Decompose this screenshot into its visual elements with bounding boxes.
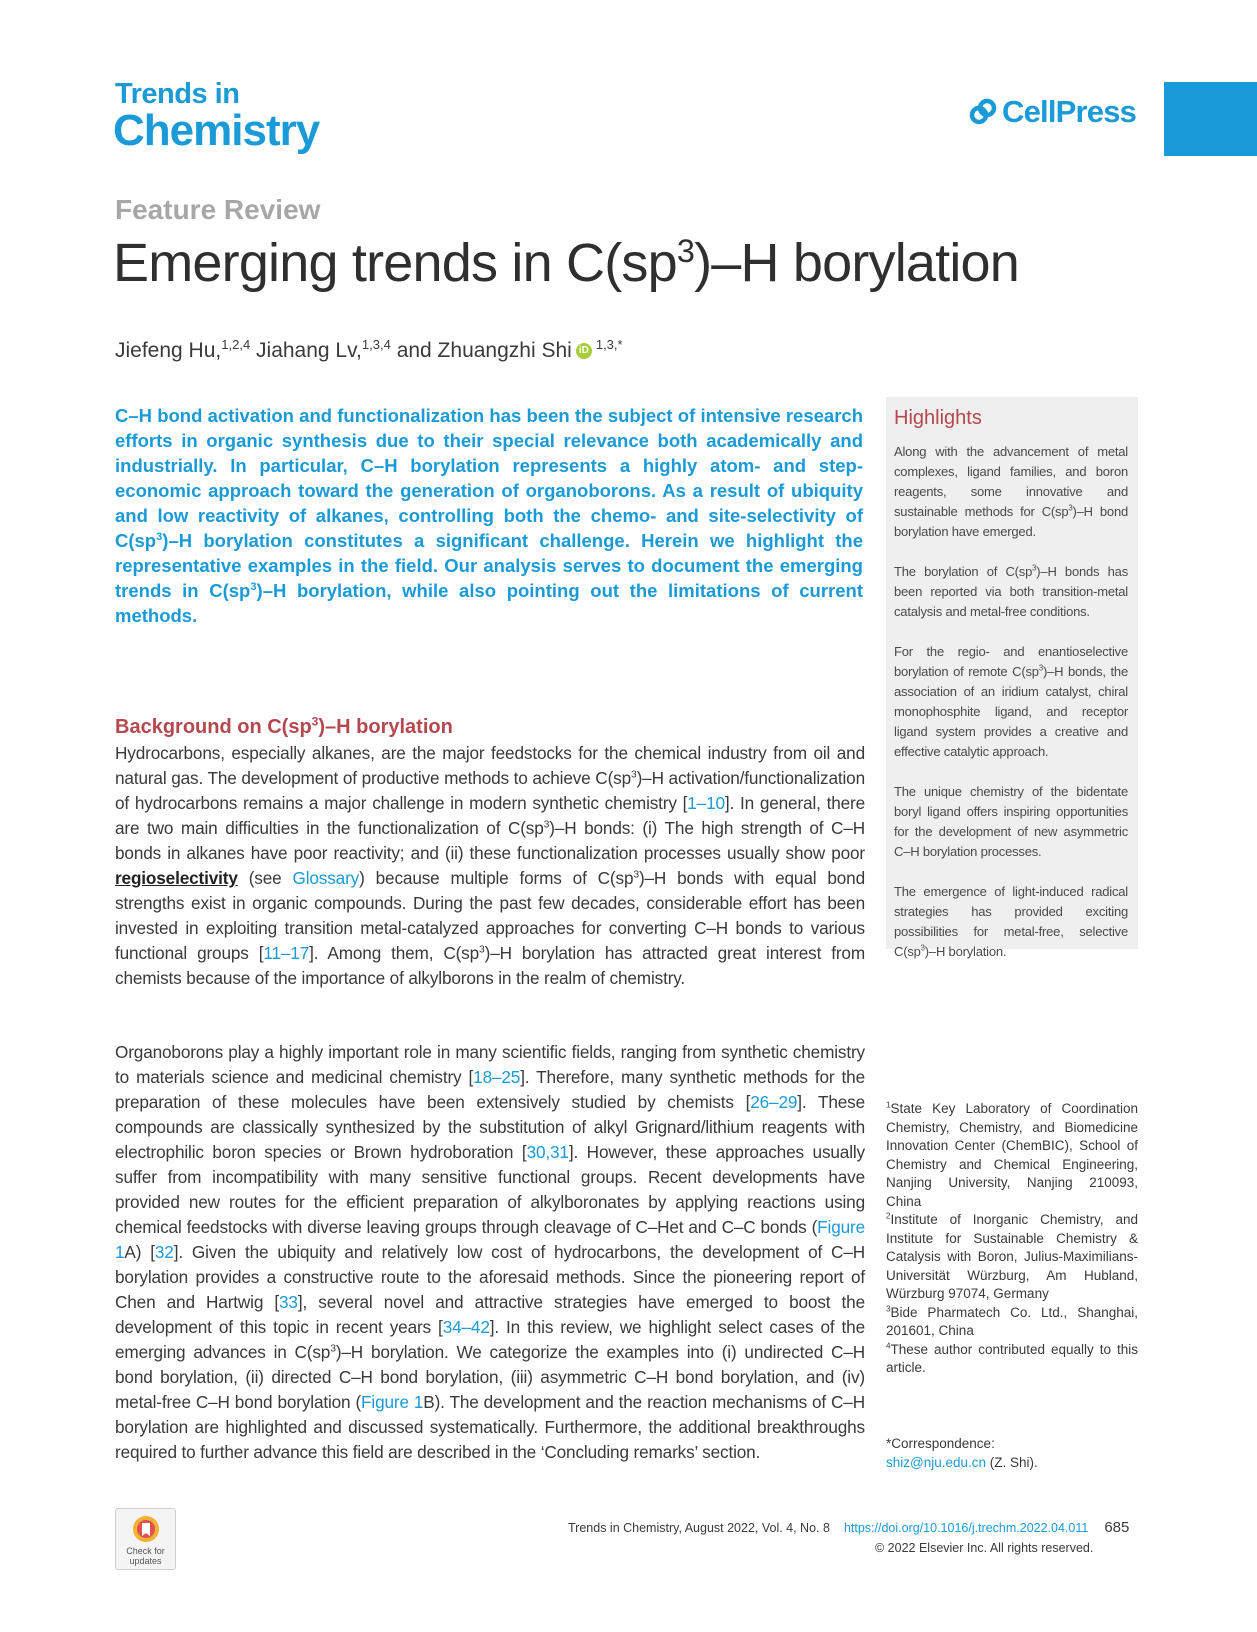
footer-citation — [568, 1519, 1129, 1536]
article-title: Emerging trends in $C(sp^3)-H$ borylation — [113, 233, 1020, 293]
correspondence-label: *Correspondence: — [886, 1436, 995, 1451]
reference-link[interactable]: 34–42 — [442, 1317, 490, 1337]
journal-name-line1: Trends in — [115, 78, 240, 110]
reference-link[interactable]: 33 — [279, 1292, 298, 1312]
affiliation-item: $^3$Bide Pharmatech Co. Ltd., Shanghai, 201601, China — [886, 1304, 1138, 1338]
figure-link[interactable]: Figure 1 — [361, 1392, 424, 1412]
correspondence-name: (Z. Shi). — [986, 1455, 1038, 1470]
check-for-updates-icon — [131, 1514, 161, 1544]
affiliation-item: $^1$State Key Laboratory of Coordination Chemistry, Chemistry, and Biomedicine Innovation Center (ChemBIC), School of Chemistry and Chemical Engineering, Nanjing University, Nanjing 210093, China — [886, 1100, 1138, 1209]
header-color-tab — [1164, 82, 1257, 156]
publisher-logo[interactable] — [968, 94, 1136, 130]
reference-link[interactable]: 26–29 — [750, 1092, 798, 1112]
reference-link[interactable]: 32 — [154, 1242, 174, 1262]
article-type: Feature Review — [115, 194, 321, 225]
author-name: Jiefeng Hu, — [115, 339, 222, 362]
highlights-title: Highlights — [894, 407, 982, 429]
author-list: Jiefeng Hu,$^{1,2,4}$ Jiahang Lv,$^{1,3,4}$ and Zhuangzhi Shi iD $^{1,3,*}$ — [115, 337, 623, 362]
section-heading: Background on $C(sp^3)-H$ borylation — [115, 714, 453, 738]
journal-name-line2: Chemistry — [113, 106, 320, 155]
highlight-item: The emergence of light-induced radical strategies has provided exciting possibilities for metal-free, selective $C(sp^3)-H$ borylation. — [894, 884, 1128, 959]
body-paragraph: Organoborons play a highly important role in many scientific fields, ranging from synthetic chemistry to materials science and medicinal chemistry [18–25]. Therefore, many synthetic methods for the preparation of these molecules have been extensively studied by chemists [26–29]. These compounds are classically synthesized by the substitution of alkyl Grignard/lithium reagents with electrophilic boron species or Brown hydroboration [30,31]. However, these approaches usually suffer from incompatibility with many sensitive functional groups. Recent developments have provided new routes for the efficient preparation of alkylboronates by applying reactions using chemical feedstocks with diverse leaving groups through cleavage of C–Het and C–C bonds (Figure 1A) [32]. Given the ubiquity and relatively low cost of hydrocarbons, the development of C–H borylation provides a constructive route to the aforesaid methods. Since the pioneering report of Chen and Hartwig [33], several novel and attractive strategies have emerged to boost the development of this topic in recent years [34–42]. In this review, we highlight select cases of the emerging advances in $C(sp^3)-H$ borylation. We categorize the examples into (i) undirected C–H bond borylation, (ii) directed C–H bond borylation, (iii) asymmetric C–H bond borylation, and (iv) metal-free C–H bond borylation (Figure 1B). The development and the reaction mechanisms of C–H borylation are highlighted and discussed systematically. Furthermore, the additional breakthroughs required to further advance this field are described in the ‘Concluding remarks’ section. — [115, 1042, 865, 1462]
highlight-item: Along with the advancement of metal complexes, ligand families, and boron reagents, some innovative and sustainable methods for $C(sp^3)-H$ bond borylation have emerged. — [894, 444, 1129, 539]
highlight-item: The unique chemistry of the bidentate boryl ligand offers inspiring opportunities for the development of new asymmetric C–H borylation processes. — [894, 784, 1128, 859]
reference-link[interactable]: 1–10 — [687, 793, 725, 813]
check-for-updates-button[interactable] — [115, 1508, 176, 1570]
page-number: 685 — [1104, 1519, 1130, 1536]
author-name: and Zhuangzhi Shi — [396, 339, 572, 362]
cellpress-logo-icon — [968, 97, 998, 127]
abstract: C–H bond activation and functionalization has been the subject of intensive research efforts in organic synthesis due to their special relevance both academically and industrially. In particular, C–H borylation represents a highly atom- and step-economic approach toward the generation of organoborons. As a result of ubiquity and low reactivity of alkanes, controlling both the chemo- and site-selectivity of $C(sp^3)-H$ borylation constitutes a significant challenge. Herein we highlight the representative examples in the field. Our analysis serves to document the emerging trends in $C(sp^3)-H$ borylation, while also pointing out the limitations of current methods. — [115, 405, 863, 626]
publisher-name: CellPress — [1002, 94, 1137, 129]
check-for-updates-label: Check for updates — [126, 1546, 165, 1566]
glossary-link[interactable]: Glossary — [292, 868, 360, 888]
glossary-term[interactable]: regioselectivity — [115, 868, 238, 888]
affiliation-item: $^4$These author contributed equally to this article. — [886, 1341, 1138, 1375]
figure-link[interactable]: Figure 1 — [115, 1217, 865, 1262]
affiliation-item: $^2$Institute of Inorganic Chemistry, and Institute for Sustainable Chemistry & Catalysis with Boron, Julius-Maximilians-Universität Würzburg, Am Hubland, Würzburg 97074, Germany — [886, 1211, 1138, 1301]
copyright: © 2022 Elsevier Inc. All rights reserved. — [875, 1541, 1094, 1555]
correspondence — [886, 1434, 1138, 1472]
highlights-box — [886, 397, 1138, 959]
orcid-icon[interactable]: iD — [576, 343, 592, 359]
affiliations — [886, 1100, 1138, 1378]
reference-link[interactable]: 18–25 — [473, 1067, 521, 1087]
email-link[interactable]: shiz@nju.edu.cn — [886, 1455, 987, 1470]
reference-link[interactable]: 30,31 — [526, 1142, 569, 1162]
author-name: Jiahang Lv, — [256, 339, 362, 362]
reference-link[interactable]: 11–17 — [263, 943, 310, 963]
highlight-item: The borylation of $C(sp^3)-H$ bonds has been reported via both transition-metal catalysis and metal-free conditions. — [894, 563, 1128, 619]
highlight-item: For the regio- and enantioselective borylation of remote $C(sp^3)-H$ bonds, the association of an iridium catalyst, chiral monophosphite ligand, and receptor ligand system provides a creative and effective catalytic approach. — [894, 644, 1128, 759]
citation-text: Trends in Chemistry, August 2022, Vol. 4, No. 8 — [568, 1521, 830, 1535]
doi-link[interactable]: https://doi.org/10.1016/j.trechm.2022.04.011 — [843, 1521, 1089, 1535]
body-paragraph: Hydrocarbons, especially alkanes, are the major feedstocks for the chemical industry from oil and natural gas. The development of productive methods to achieve $C(sp^3)-H$ activation/functionalization of hydrocarbons remains a major challenge in modern synthetic chemistry [1–10]. In general, there are two main difficulties in the functionalization of $C(sp^3)-H$ bonds: (i) The high strength of C–H bonds in alkanes have poor reactivity; and (ii) these functionalization processes usually show poor regioselectivity (see Glossary) because multiple forms of $C(sp^3)-H$ bonds with equal bond strengths exist in organic compounds. During the past few decades, considerable effort has been invested in exploiting transition metal-catalyzed approaches for converting C–H bonds to various functional groups [11–17]. Among them, $C(sp^3)-H$ borylation has attracted great interest from chemists because of the importance of alkylborons in the realm of chemistry. — [115, 743, 865, 988]
